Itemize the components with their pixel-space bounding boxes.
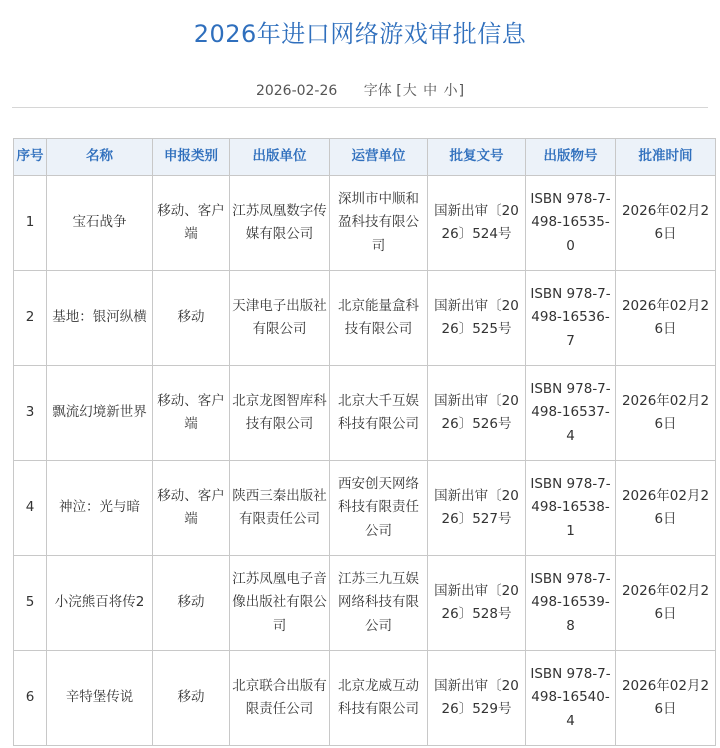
cell-game-name: 辛特堡传说	[47, 651, 153, 746]
cell-approval-no: 国新出审〔2026〕528号	[428, 556, 526, 651]
col-header-publisher: 出版单位	[230, 139, 330, 176]
cell-index: 3	[14, 366, 47, 461]
font-size-label: 字体	[363, 83, 392, 99]
cell-index: 5	[14, 556, 47, 651]
font-large-button[interactable]: 大	[402, 83, 417, 99]
col-header-approval-no: 批复文号	[428, 139, 526, 176]
publish-date: 2026-02-26	[255, 83, 338, 99]
cell-approval-date: 2026年02月26日	[616, 651, 716, 746]
cell-category: 移动	[153, 556, 230, 651]
header-divider	[12, 107, 708, 108]
col-header-isbn: 出版物号	[526, 139, 616, 176]
table-row	[14, 461, 716, 556]
cell-publisher: 天津电子出版社有限公司	[230, 271, 330, 366]
cell-approval-date: 2026年02月26日	[616, 271, 716, 366]
cell-approval-date: 2026年02月26日	[616, 366, 716, 461]
col-header-name: 名称	[47, 139, 153, 176]
table-row	[14, 366, 716, 461]
cell-publisher: 北京联合出版有限责任公司	[230, 651, 330, 746]
font-small-button[interactable]: 小	[443, 83, 458, 99]
meta-bar	[0, 80, 720, 100]
cell-category: 移动	[153, 271, 230, 366]
cell-approval-date: 2026年02月26日	[616, 176, 716, 271]
cell-category: 移动、客户端	[153, 366, 230, 461]
cell-category: 移动、客户端	[153, 461, 230, 556]
table-row	[14, 271, 716, 366]
cell-isbn: ISBN 978-7-498-16536-7	[526, 271, 616, 366]
cell-game-name: 飘流幻境新世界	[47, 366, 153, 461]
cell-operator: 北京龙威互动科技有限公司	[330, 651, 428, 746]
cell-approval-no: 国新出审〔2026〕526号	[428, 366, 526, 461]
col-header-category: 申报类别	[153, 139, 230, 176]
cell-approval-date: 2026年02月26日	[616, 556, 716, 651]
cell-game-name: 宝石战争	[47, 176, 153, 271]
cell-category: 移动	[153, 651, 230, 746]
page-title: 2026年进口网络游戏审批信息	[193, 20, 527, 48]
cell-operator: 北京大千互娱科技有限公司	[330, 366, 428, 461]
cell-index: 2	[14, 271, 47, 366]
cell-publisher: 江苏凤凰电子音像出版社有限公司	[230, 556, 330, 651]
approval-table	[13, 138, 716, 746]
table-row	[14, 556, 716, 651]
cell-isbn: ISBN 978-7-498-16540-4	[526, 651, 616, 746]
cell-publisher: 江苏凤凰数字传媒有限公司	[230, 176, 330, 271]
cell-operator: 深圳市中顺和盈科技有限公司	[330, 176, 428, 271]
cell-category: 移动、客户端	[153, 176, 230, 271]
cell-isbn: ISBN 978-7-498-16537-4	[526, 366, 616, 461]
cell-approval-no: 国新出审〔2026〕524号	[428, 176, 526, 271]
cell-index: 1	[14, 176, 47, 271]
cell-approval-no: 国新出审〔2026〕525号	[428, 271, 526, 366]
col-header-index: 序号	[14, 139, 47, 176]
col-header-approval-date: 批准时间	[616, 139, 716, 176]
cell-isbn: ISBN 978-7-498-16538-1	[526, 461, 616, 556]
cell-game-name: 基地：银河纵横	[47, 271, 153, 366]
cell-approval-no: 国新出审〔2026〕529号	[428, 651, 526, 746]
cell-game-name: 小浣熊百将传2	[47, 556, 153, 651]
table-row	[14, 651, 716, 746]
col-header-operator: 运营单位	[330, 139, 428, 176]
table-row	[14, 176, 716, 271]
cell-index: 6	[14, 651, 47, 746]
cell-operator: 西安创天网络科技有限责任公司	[330, 461, 428, 556]
font-bracket-open: [	[396, 83, 402, 99]
cell-index: 4	[14, 461, 47, 556]
cell-publisher: 北京龙图智库科技有限公司	[230, 366, 330, 461]
cell-approval-no: 国新出审〔2026〕527号	[428, 461, 526, 556]
table-header-row	[14, 139, 716, 176]
cell-isbn: ISBN 978-7-498-16539-8	[526, 556, 616, 651]
font-medium-button[interactable]: 中	[423, 83, 438, 99]
cell-game-name: 神泣：光与暗	[47, 461, 153, 556]
cell-operator: 北京能量盒科技有限公司	[330, 271, 428, 366]
cell-isbn: ISBN 978-7-498-16535-0	[526, 176, 616, 271]
cell-publisher: 陕西三秦出版社有限责任公司	[230, 461, 330, 556]
cell-approval-date: 2026年02月26日	[616, 461, 716, 556]
font-bracket-close: ]	[458, 83, 465, 99]
cell-operator: 江苏三九互娱网络科技有限公司	[330, 556, 428, 651]
